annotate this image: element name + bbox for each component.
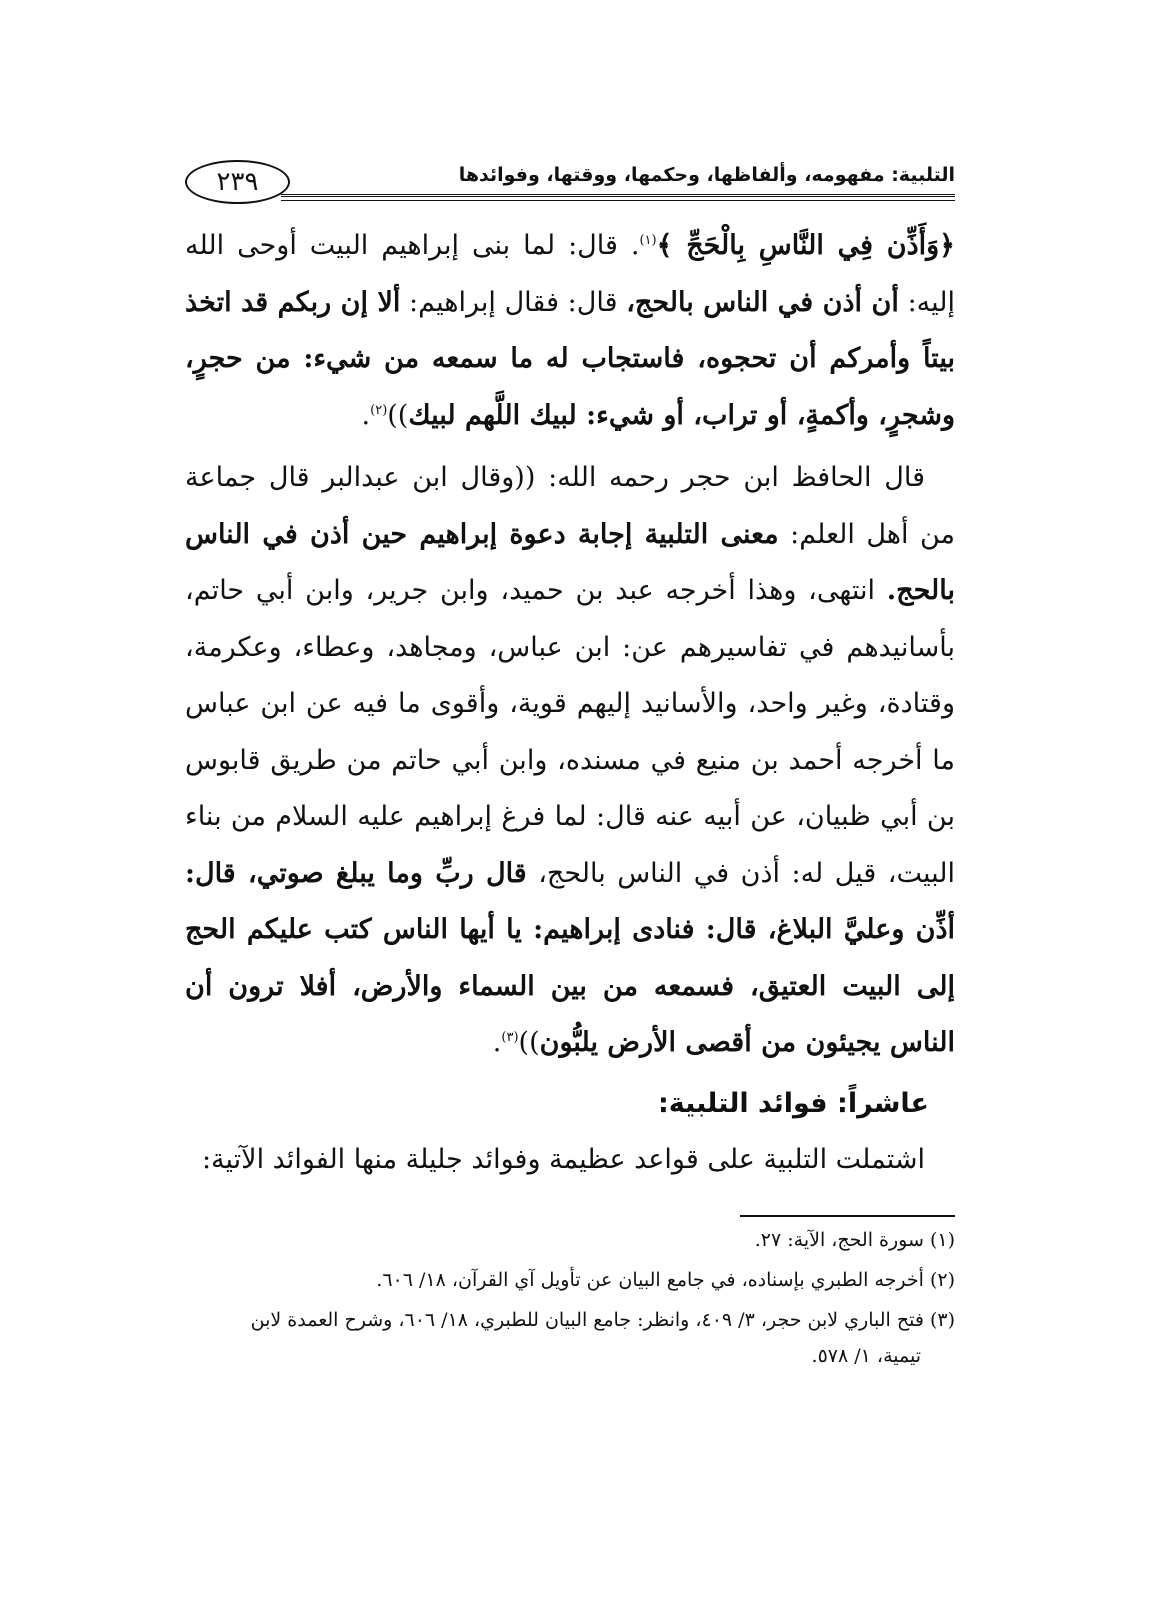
- bold-text: ألا إن ربكم قد اتخذ بيتاً وأمركم أن تحجوه، فاستجاب له ما سمعه من شيء: من حجرٍ، وشجرٍ، وأكمةٍ، أو تراب، أو شيء: لبيك اللَّهم لبيك: [185, 286, 955, 431]
- footnotes: [185, 1222, 955, 1378]
- footnote-3: [185, 1302, 955, 1374]
- text: . قال: لما بنى إبراهيم البيت أوحى الله إليه:: [185, 230, 956, 318]
- bold-text: أن أذن في الناس بالحج،: [626, 286, 899, 318]
- page-header: [185, 160, 955, 210]
- footnote-3-line-1: (٣) فتح الباري لابن حجر، ٣/ ٤٠٩، وانظر: جامع البيان للطبري، ١٨/ ٦٠٦، وشرح العمدة لابن: [250, 1309, 955, 1331]
- bold-text: معنى التلبية إجابة دعوة إبراهيم حين أذن في الناس بالحج.: [185, 518, 955, 606]
- quran-verse: ﴿وَأَذِّن فِي النَّاسِ بِالْحَجِّ ﴾: [656, 230, 955, 261]
- footnote-1: (١) سورة الحج، الآية: ٢٧.: [754, 1229, 955, 1251]
- footnote-2: (٢) أخرجه الطبري بإسناده، في جامع البيان عن تأويل آي القرآن، ١٨/ ٦٠٦.: [376, 1269, 955, 1291]
- footnote-ref-2: (٢): [370, 402, 388, 418]
- text: انتهى، وهذا أخرجه عبد بن حميد، وابن جرير، وابن أبي حاتم، بأسانيدهم في تفاسيرهم عن: ابن عباس، ومجاهد، وعطاء، وعكرمة، وقتادة، وغير واحد، والأسانيد إليهم قوية، وأقوى ما فيه عن ابن عباس ما أخرجه أحمد بن منيع في مسنده، وابن أبي حاتم من طريق قابوس بن أبي ظبيان، عن أبيه عنه قال: لما فرغ إبراهيم عليه السلام من بناء البيت، قيل له: أذن في الناس بالحج،: [185, 575, 955, 889]
- text: )): [518, 1027, 540, 1058]
- section-heading: عاشراً: فوائد التلبية:: [657, 1087, 929, 1119]
- footnote-separator: [740, 1215, 955, 1217]
- footnote-3-line-2: تيمية، ١/ ٥٧٨.: [811, 1345, 921, 1367]
- header-rule: [281, 194, 955, 201]
- text: )): [387, 399, 409, 431]
- text: قال: فقال إبراهيم:: [400, 286, 627, 318]
- footnote-ref-1: (١): [639, 233, 657, 248]
- text: قال الحافظ ابن حجر رحمه الله: ((وقال ابن عبدالبر قال جماعة من أهل العلم:: [185, 462, 956, 550]
- page-number-oval: ٢٣٩: [185, 160, 290, 204]
- paragraph-1: [185, 218, 955, 444]
- paragraph-2: [185, 450, 955, 1072]
- paragraph-3: اشتملت التلبية على قواعد عظيمة وفوائد جليلة منها الفوائد الآتية:: [201, 1144, 925, 1175]
- main-text: [185, 218, 955, 1189]
- text: .: [361, 399, 371, 431]
- bold-text: قال ربِّ وما يبلغ صوتي، قال: أذِّن وعليَّ البلاغ، قال: فنادى إبراهيم: يا أيها الناس كتب عليكم الحج إلى البيت العتيق، فسمعه من بين السماء والأرض، أفلا ترون أن الناس يجيئون من أقصى الأرض يلبُّون: [185, 857, 955, 1058]
- text: .: [492, 1027, 502, 1058]
- running-title: التلبية: مفهومه، وألفاظها، وحكمها، ووقتها، وفوائدها: [458, 164, 955, 186]
- footnote-ref-3: (٣): [501, 1030, 519, 1045]
